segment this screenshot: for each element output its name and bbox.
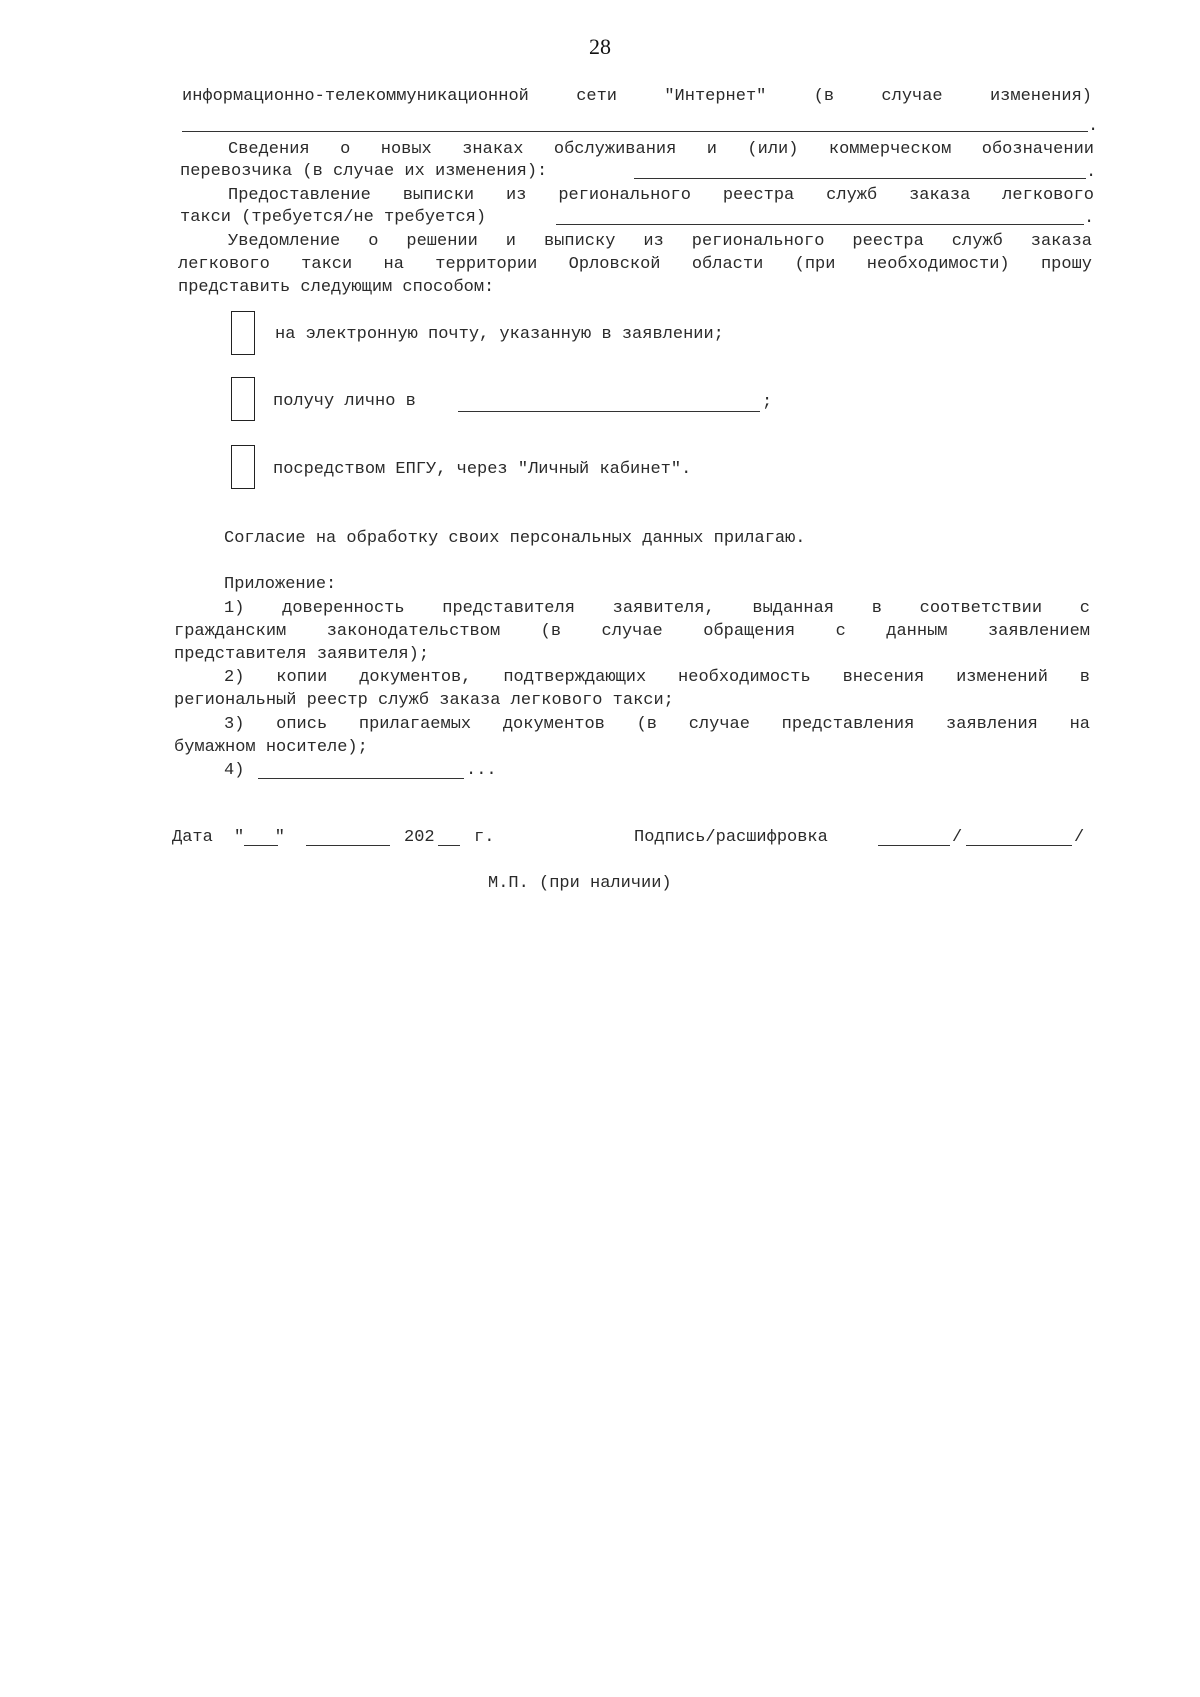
in-person-place-fill-line[interactable] <box>458 411 760 412</box>
attachment-2-line-2: региональный реестр служб заказа легкового такси; <box>174 691 674 710</box>
trademark-fill-line <box>634 178 1086 179</box>
date-year-prefix: 202 <box>404 828 435 847</box>
extract-fill-line <box>556 224 1084 225</box>
attachments-title: Приложение: <box>224 575 337 594</box>
epgu-option-checkbox[interactable] <box>231 445 255 489</box>
date-day-fill-line[interactable] <box>244 845 278 846</box>
signature-slash: / <box>952 828 963 847</box>
date-year-suffix: г. <box>474 828 495 847</box>
trademark-line-2: перевозчика (в случае их изменения): <box>180 162 548 181</box>
attachment-1-line-2: гражданским законодательством (в случае обращения с данным заявлением <box>174 622 1090 641</box>
in-person-option-checkbox[interactable] <box>231 377 255 421</box>
page-number: 28 <box>589 34 611 59</box>
email-option-label: на электронную почту, указанную в заявлении; <box>275 325 724 344</box>
attachment-1-line-3: представителя заявителя); <box>174 645 430 664</box>
date-day-quotes: " " <box>234 828 286 847</box>
in-person-option-label: получу лично в <box>273 392 416 411</box>
email-option-checkbox[interactable] <box>231 311 255 355</box>
in-person-option-suffix: ; <box>762 393 773 412</box>
signature-slash: / <box>1074 828 1085 847</box>
attachment-4-fill-line[interactable] <box>258 778 464 779</box>
notification-line-1: Уведомление о решении и выписку из регионального реестра служб заказа <box>228 232 1092 251</box>
internet-change-line: информационно-телекоммуникационной сети "Интернет" (в случае изменения) <box>182 87 1092 106</box>
extract-line-1: Предоставление выписки из регионального реестра служб заказа легкового <box>228 186 1094 205</box>
date-month-fill-line[interactable] <box>306 845 390 846</box>
date-year-fill-line[interactable] <box>438 845 460 846</box>
attachment-2-line-1: 2) копии документов, подтверждающих необходимость внесения изменений в <box>224 668 1090 687</box>
internet-fill-line <box>182 131 1088 132</box>
notification-line-3: представить следующим способом: <box>178 278 495 297</box>
signature-fill-line[interactable] <box>878 845 950 846</box>
seal-note: М.П. (при наличии) <box>488 874 672 893</box>
date-label: Дата <box>172 828 213 847</box>
attachment-3-line-1: 3) опись прилагаемых документов (в случае представления заявления на <box>224 715 1090 734</box>
attachment-1-line-1: 1) доверенность представителя заявителя, выданная в соответствии с <box>224 599 1090 618</box>
attachment-3-line-2: бумажном носителе); <box>174 738 368 757</box>
attachment-4-ellipsis: ... <box>466 761 497 780</box>
period-mark: . <box>1086 163 1097 182</box>
period-mark: . <box>1088 117 1099 136</box>
notification-line-2: легкового такси на территории Орловской области (при необходимости) прошу <box>178 255 1092 274</box>
trademark-line-1: Сведения о новых знаках обслуживания и (или) коммерческом обозначении <box>228 140 1094 159</box>
extract-line-2: такси (требуется/не требуется) <box>180 208 487 227</box>
signature-label: Подпись/расшифровка <box>634 828 828 847</box>
consent-statement: Согласие на обработку своих персональных данных прилагаю. <box>224 529 806 548</box>
period-mark: . <box>1084 209 1095 228</box>
epgu-option-label: посредством ЕПГУ, через "Личный кабинет". <box>273 460 692 479</box>
attachment-4-number: 4) <box>224 761 245 780</box>
signature-name-fill-line[interactable] <box>966 845 1072 846</box>
